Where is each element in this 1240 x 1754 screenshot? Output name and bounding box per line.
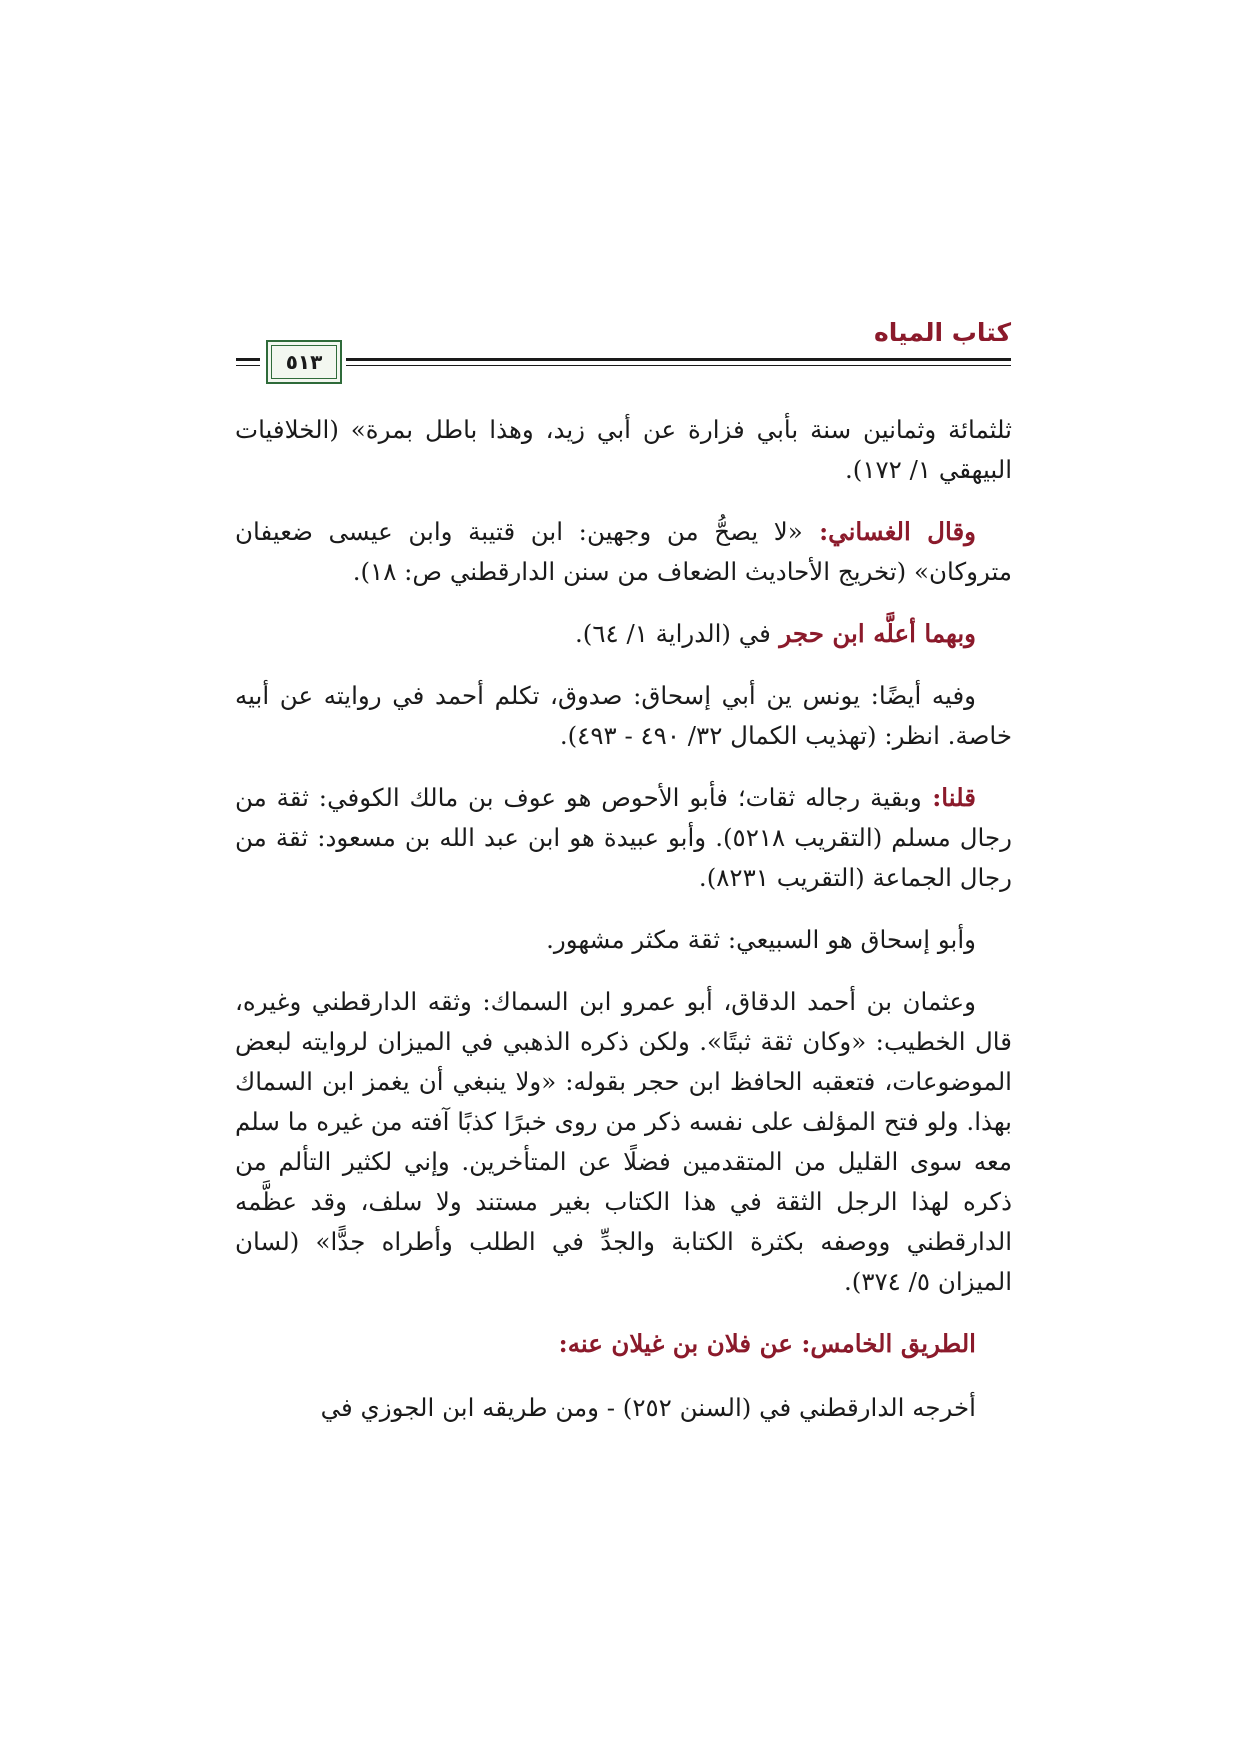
paragraph-text: وفيه أيضًا: يونس ين أبي إسحاق: صدوق، تكلم أحمد في روايته عن أبيه خاصة. انظر: (تهذيب الكمال ٣٢/ ٤٩٠ - ٤٩٣). [235, 681, 1012, 750]
paragraph-text: «لا يصحُّ من وجهين: ابن قتيبة وابن عيسى ضعيفان متروكان» (تخريج الأحاديث الضعاف من سنن الدارقطني ص: ١٨). [235, 517, 1012, 586]
header-rule-left-thin [236, 365, 260, 366]
section-heading: الطريق الخامس: عن فلان بن غيلان عنه: [558, 1329, 976, 1358]
paragraph-text: ثلثمائة وثمانين سنة بأبي فزارة عن أبي زيد، وهذا باطل بمرة» (الخلافيات البيهقي ١/ ١٧٢). [235, 415, 1012, 484]
paragraph-text: وعثمان بن أحمد الدقاق، أبو عمرو ابن السماك: وثقه الدارقطني وغيره، قال الخطيب: «وكان ثقة ثبتًا». ولكن ذكره الذهبي في الميزان لروايته لبعض الموضوعات، فتعقبه الحافظ ابن حجر بقوله: «ولا ينبغي أن يغمز ابن السماك بهذا. ولو فتح المؤلف على نفسه ذكر من روى خبرًا كذبًا آفته من غيره ما سلم معه سوى القليل من المتقدمين فضلًا عن المتأخرين. وإني لكثير التألم من ذكره لهذا الرجل الثقة في هذا الكتاب بغير مستند ولا سلف، وقد عظَّمه الدارقطني ووصفه بكثرة الكتابة والجدِّ في الطلب وأطراه جدًّا» (لسان الميزان ٥/ ٣٧٤). [235, 987, 1012, 1296]
paragraph-text: وبقية رجاله ثقات؛ فأبو الأحوص هو عوف بن مالك الكوفي: ثقة من رجال مسلم (التقريب ٥٢١٨). وأبو عبيدة هو ابن عبد الله بن مسعود: ثقة من رجال الجماعة (التقريب ٨٢٣١). [235, 783, 1012, 892]
header-rule [346, 358, 1011, 361]
paragraph [235, 410, 1012, 490]
paragraph [235, 920, 1012, 960]
paragraph-label: قلنا: [921, 783, 976, 812]
page-number-badge [266, 340, 342, 384]
paragraph-label: وقال الغساني: [802, 517, 976, 546]
paragraph [235, 1388, 1012, 1428]
paragraph-text: وأبو إسحاق هو السبيعي: ثقة مكثر مشهور. [546, 925, 976, 954]
page-body [235, 410, 1012, 1450]
paragraph [235, 778, 1012, 898]
paragraph [235, 512, 1012, 592]
paragraph-text: في (الدراية ١/ ٦٤). [574, 619, 771, 648]
paragraph [235, 614, 1012, 654]
paragraph [235, 676, 1012, 756]
header-rule-thin [346, 365, 1011, 366]
paragraph [235, 982, 1012, 1302]
page-header [236, 318, 1011, 390]
page-number: ٥١٣ [285, 350, 323, 374]
paragraph-label: وبهما أعلَّه ابن حجر [770, 619, 976, 648]
paragraph-text: أخرجه الدارقطني في (السنن ٢٥٢) - ومن طريقه ابن الجوزي في [320, 1393, 976, 1422]
book-title: كتاب المياه [873, 318, 1011, 347]
header-rule-left [236, 358, 260, 361]
